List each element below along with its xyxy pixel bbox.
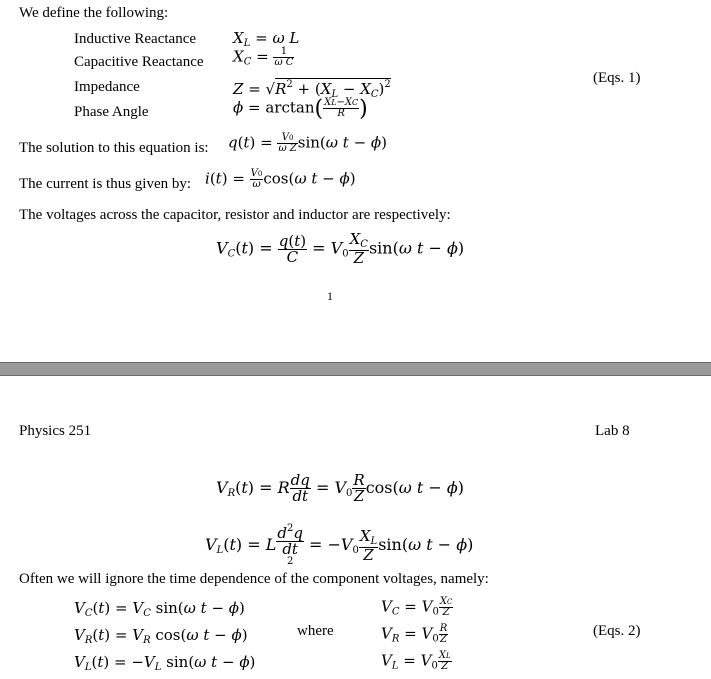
equation-inductive-reactance: $X_L = \omega$ L — [233, 29, 300, 49]
eqs2-label: (Eqs. 2) — [593, 623, 641, 639]
where-text: where — [297, 623, 334, 639]
equation-vl-amplitude: $V_L(t) = -V_L$ sin(ω t − ϕ) — [74, 653, 256, 673]
definition-label-phase: Phase Angle — [74, 104, 149, 120]
equation-charge-solution: q(t) = $\frac{V0}{\text{ω Z}}$ sin(ω t − ϕ) — [228, 132, 387, 154]
definition-label-impedance: Impedance — [74, 79, 140, 95]
header-lab: Lab 8 — [595, 423, 630, 439]
ignore-text: Often we will ignore the time dependence of the component voltages, namely: — [19, 571, 489, 587]
current-text: The current is thus given by: — [19, 176, 192, 192]
solution-text: The solution to this equation is: — [19, 140, 209, 156]
equation-vl-definition: $V_L = V_0$ $\frac{XL}{Z}$ — [381, 650, 451, 672]
page-separator — [0, 362, 711, 376]
header-course: Physics 251 — [19, 423, 92, 439]
definition-label-inductive: Inductive Reactance — [74, 31, 197, 47]
definition-label-capacitive: Capacitive Reactance — [74, 54, 204, 70]
equation-vc-definition: $V_C = V_0$ $\frac{XC}{Z}$ — [381, 596, 453, 618]
page-number: 1 — [327, 289, 333, 303]
equation-vr-amplitude: $V_R(t) = V_R$ cos(ω t − ϕ) — [74, 626, 248, 646]
equation-inductor-voltage: $V_L(t) = L$ $d^2q$ dt 2 = $-V_0$ $\frac{X_L}{Z}$ sin(ω t − ϕ) — [205, 523, 474, 567]
equation-vc-amplitude: $V_C(t) = V_C$ sin(ω t − ϕ) — [74, 599, 245, 619]
equation-resistor-voltage: $V_R(t) = R$ $\frac{dq}{dt}$ = $V_0$ $\frac{R}{Z}$ cos(ω t − ϕ) — [216, 471, 465, 505]
eqs1-label: (Eqs. 1) — [593, 70, 641, 86]
equation-vr-definition: $V_R = V_0$ $\frac{R}{Z}$ — [381, 623, 448, 645]
equation-capacitive-reactance: $X_C$ = $\frac{1}{\text{ω C}}$ — [233, 46, 294, 68]
intro-text: We define the following: — [19, 5, 169, 21]
equation-current: i(t) = $\frac{V0}{\omega}$ cos(ω t − ϕ) — [205, 168, 356, 190]
voltages-text: The voltages across the capacitor, resistor and inductor are respectively: — [19, 207, 451, 223]
equation-capacitor-voltage: $V_C(t)$ = $\frac{q(t)}{C}$ = $V_0$ $\frac{X_C}{Z}$ sin(ω t − ϕ) — [216, 230, 465, 267]
equation-phase-angle: ϕ = arctan( $\frac{XL-XC}{R}$ ) — [233, 96, 368, 122]
equation-impedance: $Z = √R^2 + (X_L - X_C)^2$ — [233, 79, 391, 100]
